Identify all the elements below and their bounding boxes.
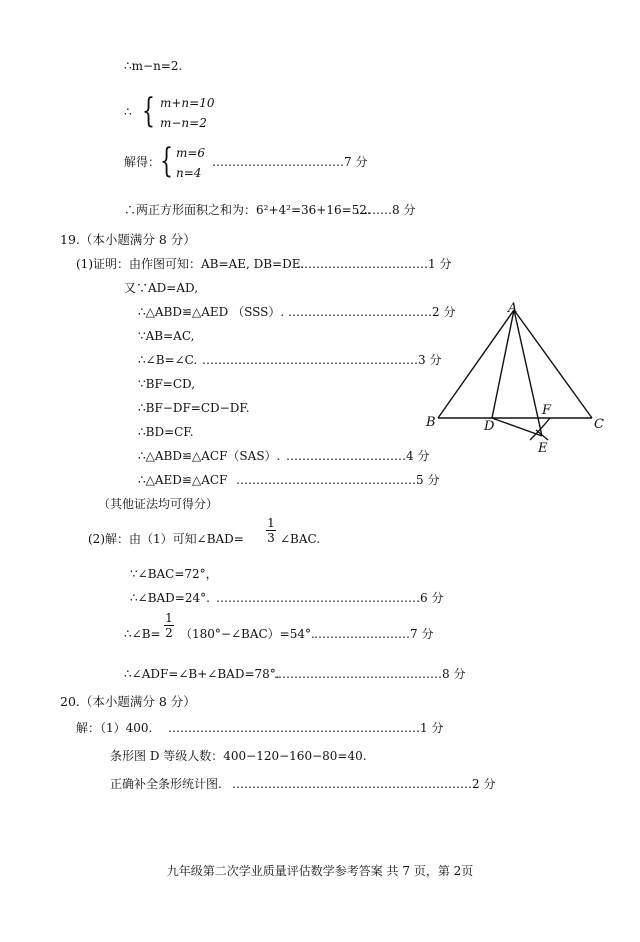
q19-proof-line-10: ∴△AED≌△ACF (138, 473, 228, 487)
label-c: C (594, 417, 604, 432)
q18-sum-score: ………8 分 (356, 203, 416, 217)
q18-sum-line: ∴两正方形面积之和为：6²+4²=36+16=52. (124, 203, 371, 217)
triangle-figure (420, 300, 620, 460)
q19-title: 19.（本小题满分 8 分） (60, 232, 196, 247)
q18-system-eq1: m+n=10 (160, 96, 215, 110)
q19-proof-line-6: ∵BF=CD, (138, 377, 196, 391)
label-f: F (542, 403, 552, 418)
q19-part2-adf: ∴∠ADF=∠B+∠BAD=78°. (124, 667, 280, 681)
q19-proof-line-3: ∴△ABD≌△AED （SSS）. (138, 305, 285, 319)
q19-proof-line-2: 又∵AD=AD, (124, 281, 199, 295)
page-footer: 九年级第二次学业质量评估数学参考答案 共 7 页，第 2页 (166, 864, 474, 878)
q18-line-m-minus-n: ∴m−n=2. (124, 59, 183, 73)
label-a: A (508, 301, 518, 316)
fraction-denominator: 3 (267, 531, 275, 545)
q19-part2-fraction (266, 516, 276, 545)
fraction-numerator: 1 (165, 611, 173, 625)
q19-part2-line-end: ∠BAC. (280, 532, 321, 546)
q19-part2-line: (2)解：由（1）可知∠BAD= (88, 532, 244, 546)
q19-proof-line-1-score: ……………………………1 分 (296, 257, 452, 271)
q18-solution-eq1: m=6 (176, 146, 206, 160)
q19-proof-line-3-score: ………………………………2 分 (288, 305, 456, 319)
q20-answer-line-3-score: ……………………………………………………2 分 (232, 777, 496, 791)
label-d: D (484, 419, 495, 434)
q18-system-eq2: m−n=2 (160, 116, 207, 130)
q18-solution-score: ……………………………7 分 (212, 155, 368, 169)
q20-answer-line-2: 条形图 D 等级人数：400−120−160−80=40. (110, 749, 367, 763)
q19-part2-angle-b: ∴∠B= (124, 627, 161, 641)
q19-part2-angle-b-fraction (164, 611, 174, 640)
q19-proof-line-4: ∵AB=AC, (138, 329, 195, 343)
q19-part2-bad-score: ……………………………………………6 分 (216, 591, 444, 605)
q18-system-brace: { (142, 91, 155, 131)
q19-proof-line-9: ∴△ABD≌△ACF（SAS）. (138, 449, 281, 463)
label-e: E (538, 441, 548, 456)
q18-solution-prefix: 解得： (124, 155, 161, 169)
q19-proof-line-7: ∴BF−DF=CD−DF. (138, 401, 250, 415)
q19-proof-line-1: (1)证明：由作图可知：AB=AE, DB=DE. (76, 257, 305, 271)
label-b: B (426, 415, 436, 430)
q19-proof-line-5-score: ………………………………………………3 分 (202, 353, 442, 367)
q19-proof-line-8: ∴BD=CF. (138, 425, 194, 439)
q20-title: 20.（本小题满分 8 分） (60, 694, 196, 709)
arc-mark (530, 418, 550, 440)
q19-part2-bac: ∵∠BAC=72°， (130, 567, 218, 581)
fraction-numerator: 1 (267, 516, 275, 530)
q18-solution-eq2: n=4 (176, 166, 202, 180)
q19-part2-angle-b-end: （180°−∠BAC）=54°. (180, 627, 315, 641)
q20-answer-line-3: 正确补全条形统计图. (110, 777, 222, 791)
q19-part2-bad: ∴∠BAD=24°. (130, 591, 210, 605)
q18-solution-brace: { (160, 141, 173, 181)
q20-answer-line-1-score: ………………………………………………………1 分 (168, 721, 444, 735)
segment-de (492, 418, 542, 436)
q18-system-prefix: ∴ (124, 105, 132, 119)
q19-proof-line-5: ∴∠B=∠C. (138, 353, 198, 367)
q19-other-methods-note: （其他证法均可得分） (98, 497, 219, 511)
q19-part2-angle-b-score: ……………………7 分 (314, 627, 434, 641)
fraction-denominator: 2 (165, 626, 173, 640)
q19-proof-line-10-score: ………………………………………5 分 (236, 473, 440, 487)
q19-part2-adf-score: ……………………………………8 分 (274, 667, 466, 681)
q19-proof-line-9-score: …………………………4 分 (286, 449, 430, 463)
q20-answer-line-1: 解：（1）400. (76, 721, 153, 735)
